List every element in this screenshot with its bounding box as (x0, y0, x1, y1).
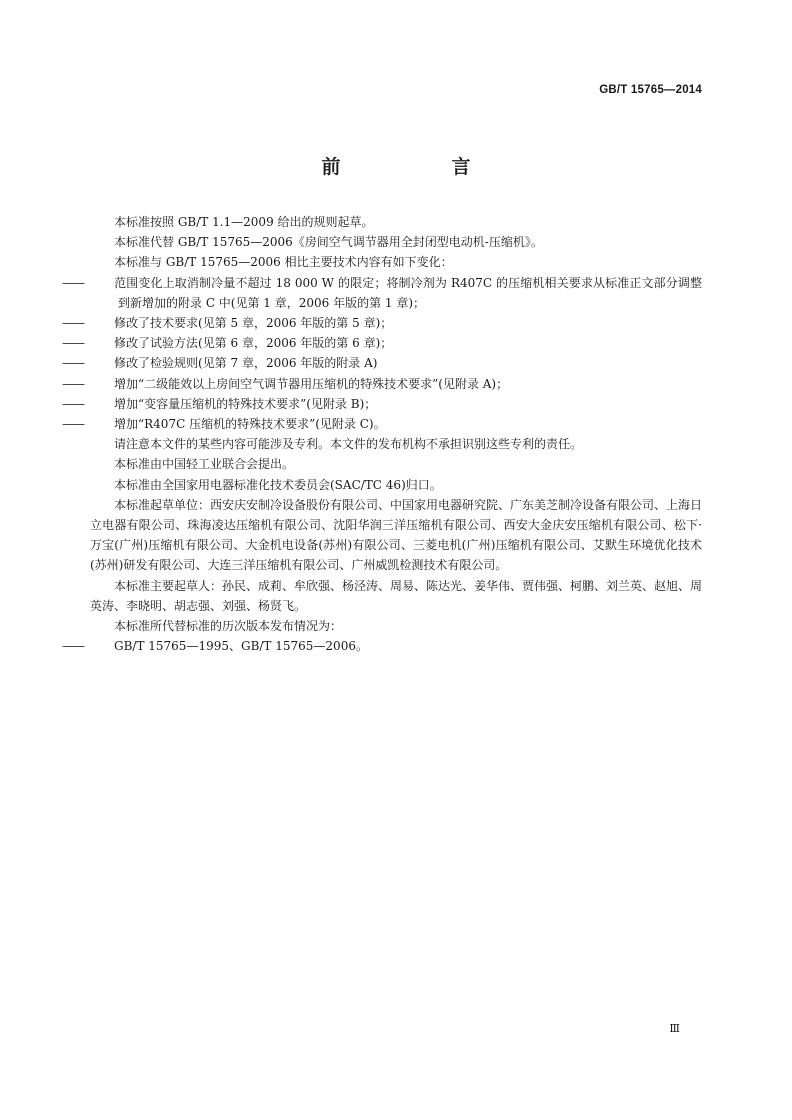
em-dash-marker: —— (62, 336, 84, 351)
page-title: 前 言 (321, 156, 517, 178)
dash-item-text: 增加“R407C 压缩机的特殊技术要求”(见附录 C)。 (114, 417, 386, 432)
dash-item-text: 增加“变容量压缩机的特殊技术要求”(见附录 B)； (114, 396, 377, 411)
dash-list-item (62, 374, 702, 394)
em-dash-marker: —— (62, 376, 84, 391)
paragraph: 本标准由中国轻工业联合会提出。 (114, 457, 295, 472)
dash-list-item (62, 273, 702, 313)
dash-item-text: GB/T 15765—1995、GB/T 15765—2006。 (114, 639, 368, 654)
dash-item-text: 修改了检验规则(见第 7 章，2006 年版的附录 A) (114, 356, 378, 371)
paragraph: 本标准主要起草人：孙民、成莉、牟欣强、杨泾涛、周易、陈达光、姜华伟、贾伟强、柯鹏、刘兰英、赵旭、周英涛、李晓明、胡志强、刘强、杨贤飞。 (90, 578, 703, 613)
dash-list-item (62, 333, 702, 353)
paragraph: 本标准所代替标准的历次版本发布情况为： (114, 619, 343, 634)
dash-item-text: 修改了试验方法(见第 6 章，2006 年版的第 6 章)； (114, 336, 393, 351)
dash-list-item (62, 313, 702, 333)
em-dash-marker: —— (62, 356, 84, 371)
dash-item-text: 修改了技术要求(见第 5 章，2006 年版的第 5 章)； (114, 316, 393, 331)
dash-list-item (62, 394, 702, 414)
paragraph: 本标准按照 GB/T 1.1—2009 给出的规则起草。 (114, 215, 374, 229)
dash-item-text: 增加“二级能效以上房间空气调节器用压缩机的特殊技术要求”(见附录 A)； (114, 376, 509, 391)
foreword-body (62, 212, 703, 656)
page-number: Ⅲ (669, 1022, 680, 1035)
standard-code: GB/T 15765—2014 (599, 84, 702, 96)
paragraph: 本标准与 GB/T 15765—2006 相比主要技术内容有如下变化： (114, 255, 453, 270)
em-dash-marker: —— (62, 396, 84, 411)
dash-list-item (62, 636, 702, 656)
paragraph: 本标准代替 GB/T 15765—2006《房间空气调节器用全封闭型电动机-压缩机》。 (114, 235, 543, 250)
paragraph: 请注意本文件的某些内容可能涉及专利。本文件的发布机构不承担识别这些专利的责任。 (114, 437, 583, 452)
dash-item-text: 范围变化上取消制冷量不超过 18 000 W 的限定；将制冷剂为 R407C 的压缩机相关要求从标准正文部分调整到新增加的附录 C 中(见第 1 章，2006 年版的第 1 章)； (114, 275, 702, 310)
paragraph: 本标准由全国家用电器标准化技术委员会(SAC/TC 46)归口。 (114, 477, 442, 492)
em-dash-marker: —— (62, 316, 84, 331)
dash-list-item (62, 414, 702, 434)
em-dash-marker: —— (62, 639, 84, 654)
em-dash-marker: —— (62, 275, 84, 290)
dash-list-item (62, 353, 702, 373)
em-dash-marker: —— (62, 417, 84, 432)
paragraph: 本标准起草单位：西安庆安制冷设备股份有限公司、中国家用电器研究院、广东美芝制冷设备有限公司、上海日立电器有限公司、珠海凌达压缩机有限公司、沈阳华润三洋压缩机有限公司、西安大金庆安压缩机有限公司、松下·万宝(广州)压缩机有限公司、大金机电设备(苏州)有限公司、三菱电机(广州)压缩机有限公司、艾默生环境优化技术(苏州)研发有限公司、大连三洋压缩机有限公司、广州威凯检测技术有限公司。 (90, 497, 703, 573)
